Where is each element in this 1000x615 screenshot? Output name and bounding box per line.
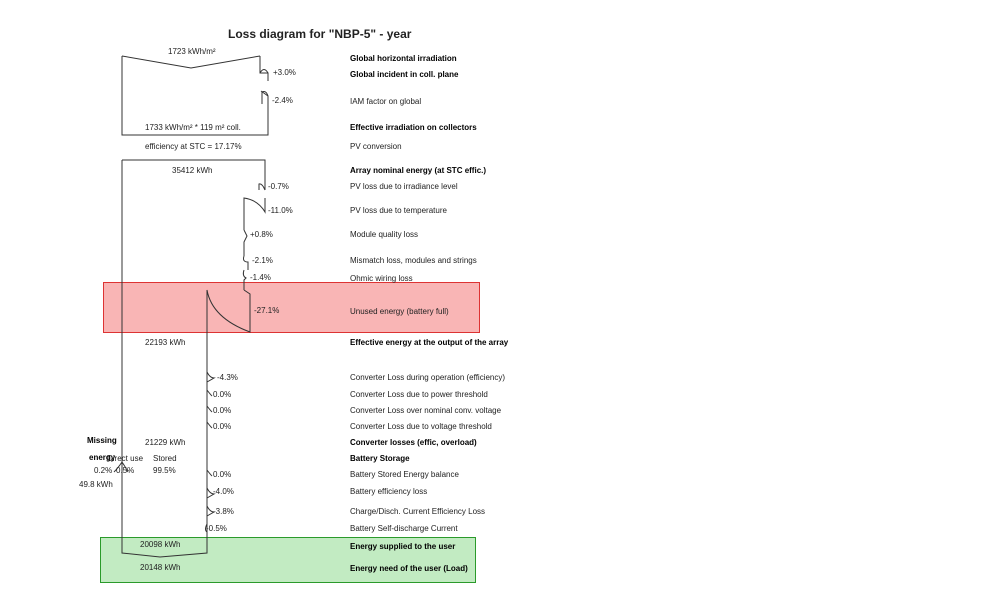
pct-ohmic: -1.4% bbox=[250, 273, 271, 282]
label-mismatch: Mismatch loss, modules and strings bbox=[350, 256, 477, 265]
pct-irr-lvl: -0.7% bbox=[268, 182, 289, 191]
label-conv-tot: Converter losses (effic, overload) bbox=[350, 438, 477, 447]
flow-loss-power-threshold bbox=[207, 390, 212, 396]
label-conv-pt: Converter Loss due to power threshold bbox=[350, 390, 488, 399]
label-need: Energy need of the user (Load) bbox=[350, 564, 468, 573]
direct-use-label: Direct use bbox=[107, 454, 144, 463]
value-arr-nom: 35412 kWh bbox=[172, 166, 213, 175]
direct-pct: 0.5% bbox=[116, 466, 135, 475]
flow-gain-incident bbox=[260, 70, 268, 74]
value-pv-conv: efficiency at STC = 17.17% bbox=[145, 142, 242, 151]
missing-label: Missing bbox=[87, 436, 117, 445]
label-ghi: Global horizontal irradiation bbox=[350, 54, 457, 63]
value-eff-out: 22193 kWh bbox=[145, 338, 186, 347]
label-batt-eff: Battery efficiency loss bbox=[350, 487, 428, 496]
flow-loss-voltage-threshold bbox=[207, 422, 212, 428]
label-eff-irr: Effective irradiation on collectors bbox=[350, 123, 477, 132]
pct-conv-nv: 0.0% bbox=[213, 406, 232, 415]
flow-loss-irradiance bbox=[259, 184, 265, 190]
label-batt-bal: Battery Stored Energy balance bbox=[350, 470, 459, 479]
flow-gain-quality bbox=[244, 230, 247, 256]
energy-label: energy bbox=[89, 453, 116, 462]
label-arr-nom: Array nominal energy (at STC effic.) bbox=[350, 166, 487, 175]
stored-pct: 99.5% bbox=[153, 466, 176, 475]
pct-conv-vt: 0.0% bbox=[213, 422, 232, 431]
value-need: 20148 kWh bbox=[140, 563, 181, 572]
value-eff-irr: 1733 kWh/m² * 119 m² coll. bbox=[145, 123, 241, 132]
label-eff-out: Effective energy at the output of the array bbox=[350, 338, 509, 347]
flow-loss-temperature bbox=[244, 198, 265, 230]
label-unused: Unused energy (battery full) bbox=[350, 307, 449, 316]
pct-batt-eff: -4.0% bbox=[213, 487, 234, 496]
label-supplied: Energy supplied to the user bbox=[350, 542, 456, 551]
stored-label: Stored bbox=[153, 454, 177, 463]
flow-loss-nominal-voltage bbox=[207, 406, 212, 412]
missing-kwh: 49.8 kWh bbox=[79, 480, 113, 489]
pct-gip: +3.0% bbox=[273, 68, 296, 77]
pct-chg: -3.8% bbox=[213, 507, 234, 516]
pct-mod-q: +0.8% bbox=[250, 230, 273, 239]
flow-loss-converter-op bbox=[207, 372, 214, 382]
pct-temp: -11.0% bbox=[268, 206, 293, 215]
pct-mismatch: -2.1% bbox=[252, 256, 273, 265]
diagram-title: Loss diagram for "NBP-5" - year bbox=[228, 27, 412, 41]
pct-selfdis: -0.5% bbox=[206, 524, 227, 533]
label-pv-conv: PV conversion bbox=[350, 142, 402, 151]
label-iam: IAM factor on global bbox=[350, 97, 422, 106]
value-ghi: 1723 kWh/m² bbox=[168, 47, 216, 56]
flow-top-chevron bbox=[122, 56, 260, 68]
label-batt: Battery Storage bbox=[350, 454, 410, 463]
pct-batt-bal: 0.0% bbox=[213, 470, 232, 479]
label-mod-q: Module quality loss bbox=[350, 230, 419, 239]
value-supplied: 20098 kWh bbox=[140, 540, 181, 549]
label-irr-lvl: PV loss due to irradiance level bbox=[350, 182, 458, 191]
pct-conv-op: -4.3% bbox=[217, 373, 238, 382]
pct-iam: -2.4% bbox=[272, 96, 293, 105]
label-conv-vt: Converter Loss due to voltage threshold bbox=[350, 422, 492, 431]
label-temp: PV loss due to temperature bbox=[350, 206, 447, 215]
missing-pct: 0.2% bbox=[94, 466, 113, 475]
pct-conv-pt: 0.0% bbox=[213, 390, 232, 399]
value-conv-tot: 21229 kWh bbox=[145, 438, 186, 447]
label-gip: Global incident in coll. plane bbox=[350, 70, 459, 79]
flow-battery-balance bbox=[207, 470, 212, 476]
flow-loss-ohmic bbox=[243, 270, 246, 290]
label-conv-nv: Converter Loss over nominal conv. voltage bbox=[350, 406, 502, 415]
pct-unused: -27.1% bbox=[254, 306, 280, 315]
label-selfdis: Battery Self-discharge Current bbox=[350, 524, 458, 533]
label-conv-op: Converter Loss during operation (efficiency) bbox=[350, 373, 506, 382]
label-chg: Charge/Disch. Current Efficiency Loss bbox=[350, 507, 486, 516]
flow-loss-mismatch bbox=[244, 256, 249, 270]
label-ohmic: Ohmic wiring loss bbox=[350, 274, 413, 283]
